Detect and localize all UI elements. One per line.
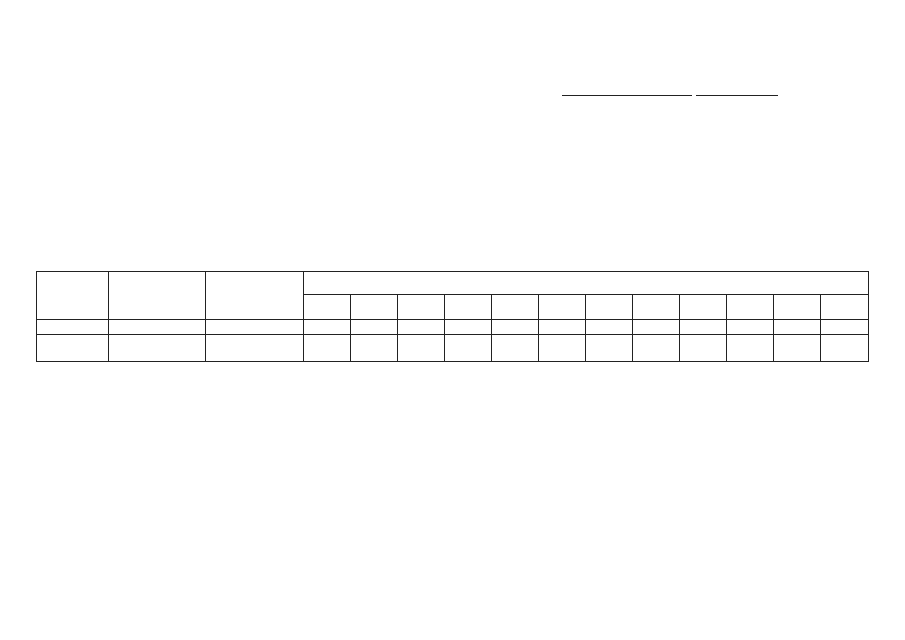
table-body	[37, 335, 869, 362]
column-number	[821, 320, 869, 335]
header-year	[727, 295, 774, 320]
header-name	[109, 272, 206, 320]
value-cell	[727, 335, 774, 362]
appendix-block	[470, 84, 870, 101]
header-year	[492, 295, 539, 320]
header-year	[539, 295, 586, 320]
header-year	[586, 295, 633, 320]
value-cell	[821, 335, 869, 362]
value-cell	[492, 335, 539, 362]
value-cell	[304, 335, 351, 362]
value-cell	[774, 335, 821, 362]
column-number	[586, 320, 633, 335]
column-number	[727, 320, 774, 335]
header-year	[445, 295, 492, 320]
column-number	[304, 320, 351, 335]
value-cell	[680, 335, 727, 362]
column-numbers-row	[37, 320, 869, 335]
header-year	[821, 295, 869, 320]
header-year	[304, 295, 351, 320]
budget-table	[36, 271, 869, 362]
row-source	[206, 335, 304, 362]
value-cell	[539, 335, 586, 362]
header-year	[774, 295, 821, 320]
column-number	[680, 320, 727, 335]
column-number	[539, 320, 586, 335]
column-number	[774, 320, 821, 335]
table-row	[37, 335, 869, 362]
decree-date-line	[470, 84, 870, 101]
value-cell	[398, 335, 445, 362]
row-status	[37, 335, 109, 362]
header-year	[680, 295, 727, 320]
value-cell	[633, 335, 680, 362]
column-number	[351, 320, 398, 335]
column-number	[109, 320, 206, 335]
header-estimate	[304, 272, 869, 295]
column-number	[633, 320, 680, 335]
column-number	[206, 320, 304, 335]
header-year	[398, 295, 445, 320]
header-year	[633, 295, 680, 320]
row-name	[109, 335, 206, 362]
value-cell	[586, 335, 633, 362]
column-number	[445, 320, 492, 335]
value-cell	[351, 335, 398, 362]
column-number	[37, 320, 109, 335]
value-cell	[445, 335, 492, 362]
column-number	[398, 320, 445, 335]
table-header	[37, 272, 869, 335]
decree-date	[562, 95, 692, 96]
header-year	[351, 295, 398, 320]
header-source	[206, 272, 304, 320]
header-status	[37, 272, 109, 320]
decree-number	[696, 95, 778, 96]
column-number	[492, 320, 539, 335]
